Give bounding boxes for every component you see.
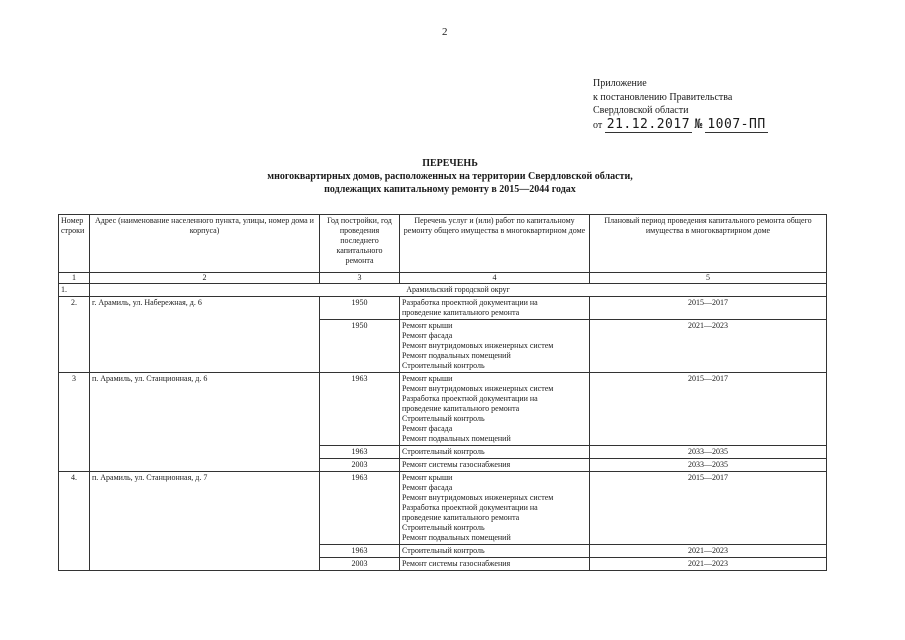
period-cell: 2021—2023 xyxy=(590,320,827,373)
works-cell xyxy=(400,320,590,373)
work-item: проведение капитального ремонта xyxy=(402,513,520,522)
work-item: Ремонт фасада xyxy=(402,424,453,433)
header-year: Год постройки, год проведения последнего капитального ремонта xyxy=(320,215,400,273)
column-number: 4 xyxy=(400,273,590,284)
row-number: 3 xyxy=(59,373,90,472)
appendix-note xyxy=(593,77,768,132)
address-cell: г. Арамиль, ул. Набережная, д. 6 xyxy=(90,297,320,373)
work-item: Разработка проектной документации на xyxy=(402,503,538,512)
appendix-line-1: Приложение xyxy=(593,78,647,89)
page-number: 2 xyxy=(442,26,448,38)
year-cell: 2003 xyxy=(320,558,400,571)
year-cell: 1950 xyxy=(320,320,400,373)
works-cell xyxy=(400,472,590,545)
table-row xyxy=(59,373,827,446)
work-item: Строительный контроль xyxy=(402,523,485,532)
table-row xyxy=(59,472,827,545)
period-cell: 2021—2023 xyxy=(590,558,827,571)
decree-date: 21.12.2017 xyxy=(606,116,691,132)
heading-subtitle-2: подлежащих капитальному ремонту в 2015—2044 годах xyxy=(324,184,576,195)
address-cell: п. Арамиль, ул. Станционная, д. 6 xyxy=(90,373,320,472)
period-cell: 2015—2017 xyxy=(590,297,827,320)
houses-table xyxy=(58,214,827,571)
work-item: Ремонт подвальных помещений xyxy=(402,434,511,443)
work-item: проведение капитального ремонта xyxy=(402,404,520,413)
year-cell: 1963 xyxy=(320,472,400,545)
row-number: 1. xyxy=(59,284,90,297)
work-item: Разработка проектной документации на xyxy=(402,298,538,307)
table-header-row xyxy=(59,215,827,273)
work-item: Ремонт подвальных помещений xyxy=(402,351,511,360)
work-item: Ремонт крыши xyxy=(402,473,453,482)
table-row-district xyxy=(59,284,827,297)
column-number-row xyxy=(59,273,827,284)
address-cell: п. Арамиль, ул. Станционная, д. 7 xyxy=(90,472,320,571)
appendix-line-2: к постановлению Правительства xyxy=(593,91,733,103)
header-works: Перечень услуг и (или) работ по капитальному ремонту общего имущества в многоквартирном доме xyxy=(400,215,590,273)
column-number: 3 xyxy=(320,273,400,284)
work-item: Ремонт внутридомовых инженерных систем xyxy=(402,341,554,350)
heading-title: ПЕРЕЧЕНЬ xyxy=(422,158,478,169)
work-item: Ремонт внутридомовых инженерных систем xyxy=(402,384,554,393)
works-cell: Строительный контроль xyxy=(400,545,590,558)
year-cell: 1963 xyxy=(320,545,400,558)
decree-number: 1007-ПП xyxy=(707,116,766,132)
appendix-date-line xyxy=(593,118,768,133)
work-item: Ремонт крыши xyxy=(402,321,453,330)
work-item: Строительный контроль xyxy=(402,414,485,423)
works-cell: Ремонт системы газоснабжения xyxy=(400,558,590,571)
column-number: 2 xyxy=(90,273,320,284)
row-number: 2. xyxy=(59,297,90,373)
header-period: Плановый период проведения капитального ремонта общего имущества в многоквартирном доме xyxy=(590,215,827,273)
period-cell: 2015—2017 xyxy=(590,373,827,446)
work-item: Строительный контроль xyxy=(402,361,485,370)
period-cell: 2033—2035 xyxy=(590,446,827,459)
from-label: от xyxy=(593,119,603,131)
district-name: Арамильский городской округ xyxy=(90,284,827,297)
works-cell xyxy=(400,373,590,446)
header-address: Адрес (наименование населенного пункта, улицы, номер дома и корпуса) xyxy=(90,215,320,273)
works-cell: Ремонт системы газоснабжения xyxy=(400,459,590,472)
work-item: Ремонт крыши xyxy=(402,374,453,383)
works-cell xyxy=(400,297,590,320)
year-cell: 1950 xyxy=(320,297,400,320)
period-cell: 2021—2023 xyxy=(590,545,827,558)
column-number: 1 xyxy=(59,273,90,284)
period-cell: 2015—2017 xyxy=(590,472,827,545)
work-item: Ремонт фасада xyxy=(402,483,453,492)
works-cell: Строительный контроль xyxy=(400,446,590,459)
column-number: 5 xyxy=(590,273,827,284)
table-row xyxy=(59,297,827,320)
year-cell: 2003 xyxy=(320,459,400,472)
year-cell: 1963 xyxy=(320,373,400,446)
document-heading xyxy=(200,157,700,196)
row-number: 4. xyxy=(59,472,90,571)
header-row-number: Номер строки xyxy=(59,215,90,273)
heading-subtitle-1: многоквартирных домов, расположенных на территории Свердловской области, xyxy=(267,171,633,182)
period-cell: 2033—2035 xyxy=(590,459,827,472)
work-item: проведение капитального ремонта xyxy=(402,308,520,317)
work-item: Ремонт фасада xyxy=(402,331,453,340)
work-item: Ремонт внутридомовых инженерных систем xyxy=(402,493,554,502)
number-sign: № xyxy=(694,116,703,132)
work-item: Разработка проектной документации на xyxy=(402,394,538,403)
work-item: Ремонт подвальных помещений xyxy=(402,533,511,542)
year-cell: 1963 xyxy=(320,446,400,459)
appendix-line-3: Свердловской области xyxy=(593,105,689,116)
